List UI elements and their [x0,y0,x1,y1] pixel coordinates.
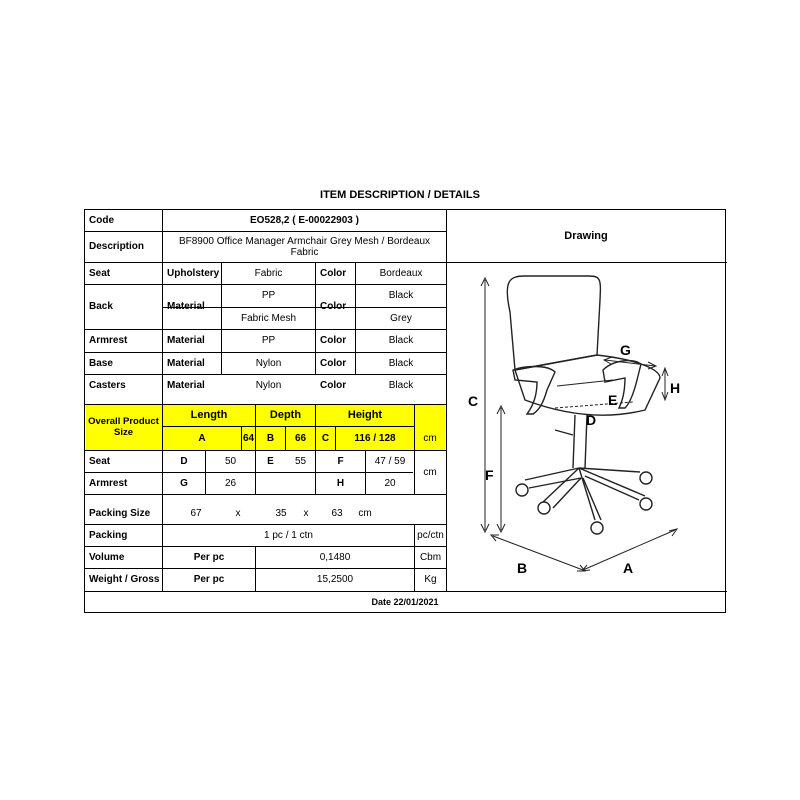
packing-x-2: x [303,507,309,519]
dim-e-label: E [267,455,274,467]
weight-per: Per pc [193,574,225,585]
dim-b-label: B [266,432,275,444]
depth-header: Depth [269,408,302,421]
armrest-color-label: Color [320,335,347,346]
packing-size-unit: cm [358,507,372,519]
dim-label-g: G [620,342,631,358]
packing-label: Packing [89,529,128,541]
dim-a-value: 64 [242,432,255,444]
size-label: Overall Product Size [88,416,159,438]
dim-g-value: 26 [224,477,237,489]
dim-label-a: A [623,560,634,576]
armrest-dims-label: Armrest [89,477,128,489]
packing-height: 63 [331,507,343,519]
base-color: Black [388,357,414,369]
volume-unit: Cbm [419,551,442,563]
casters-color: Black [388,379,414,391]
casters-key: Material [167,379,205,391]
length-header: Length [190,408,228,421]
seat-color: Bordeaux [379,267,423,279]
base-label: Base [89,357,113,369]
base-key: Material [167,357,205,369]
dim-label-b: B [517,560,528,576]
dim-d-label: D [180,455,188,467]
base-value: Nylon [255,357,282,369]
casters-value: Nylon [255,379,282,391]
dim-f-label: F [337,455,344,467]
size-unit: cm [423,432,437,444]
seat-key: Upholstery [167,267,220,279]
armrest-key: Material [167,335,205,346]
weight-value: 15,2500 [316,574,354,585]
volume-value: 0,1480 [319,551,351,563]
description-label: Description [89,241,145,252]
back-value-2: Fabric Mesh [240,312,296,324]
backrest-outline [507,276,600,370]
volume-label: Volume [89,551,125,563]
casters-color-label: Color [320,379,347,391]
description-value: BF8900 Office Manager Armchair Grey Mesh / Bordeaux Fabric [178,235,431,258]
chair-drawing [447,263,725,589]
code-value: EO528,2 ( E-00022903 ) [250,215,359,226]
drawing-label: Drawing [564,229,608,242]
armrest-color: Black [388,335,414,346]
dim-b-value: 66 [294,432,307,444]
casters-label: Casters [89,379,126,391]
dim-h-label: H [336,477,345,489]
dim-c-value: 116 / 128 [354,432,396,444]
seat-value: Fabric [254,267,283,279]
back-label: Back [89,301,113,312]
dim-c-label: C [321,432,330,444]
base-color-label: Color [320,357,347,369]
dim-e-value: 55 [294,455,307,467]
dim-label-h: H [670,380,681,396]
seat-dims-label: Seat [89,455,111,467]
packing-size-label: Packing Size [89,507,151,519]
dim-label-c: C [468,393,479,409]
gas-lift [573,415,587,468]
height-header: Height [347,408,383,421]
armrest-label: Armrest [89,335,128,346]
left-armrest [513,367,555,415]
dim-label-f: F [485,467,494,483]
spec-sheet-table [84,209,726,613]
dim-label-d: D [586,412,597,428]
lift-lever [555,430,573,435]
volume-per: Per pc [193,551,225,563]
back-color-1: Black [388,290,414,301]
dim-d-value: 50 [224,455,237,467]
back-color-2: Grey [390,312,412,324]
weight-label: Weight / Gross [89,574,160,585]
packing-length: 67 [190,507,202,519]
dim-f-value: 47 / 59 [374,455,406,467]
date-footer: Date 22/01/2021 [371,596,439,607]
packing-x-1: x [235,507,241,519]
back-key: Material [167,301,205,312]
back-color-label: Color [320,301,347,312]
back-value-1: PP [261,290,276,301]
dim-g-label: G [180,477,188,489]
seat-dims-unit: cm [423,466,437,478]
dim-a-label: A [198,432,206,444]
weight-unit: Kg [424,574,437,585]
dim-label-e: E [608,392,618,408]
packing-value: 1 pc / 1 ctn [264,529,313,541]
sheet-title: ITEM DESCRIPTION / DETAILS [320,189,480,201]
armrest-value: PP [261,335,276,346]
seat-color-label: Color [320,267,347,279]
packing-unit: pc/ctn [417,529,444,541]
dim-h-value: 20 [384,477,396,489]
seat-label: Seat [89,267,111,279]
code-label: Code [89,215,114,226]
packing-width: 35 [275,507,287,519]
